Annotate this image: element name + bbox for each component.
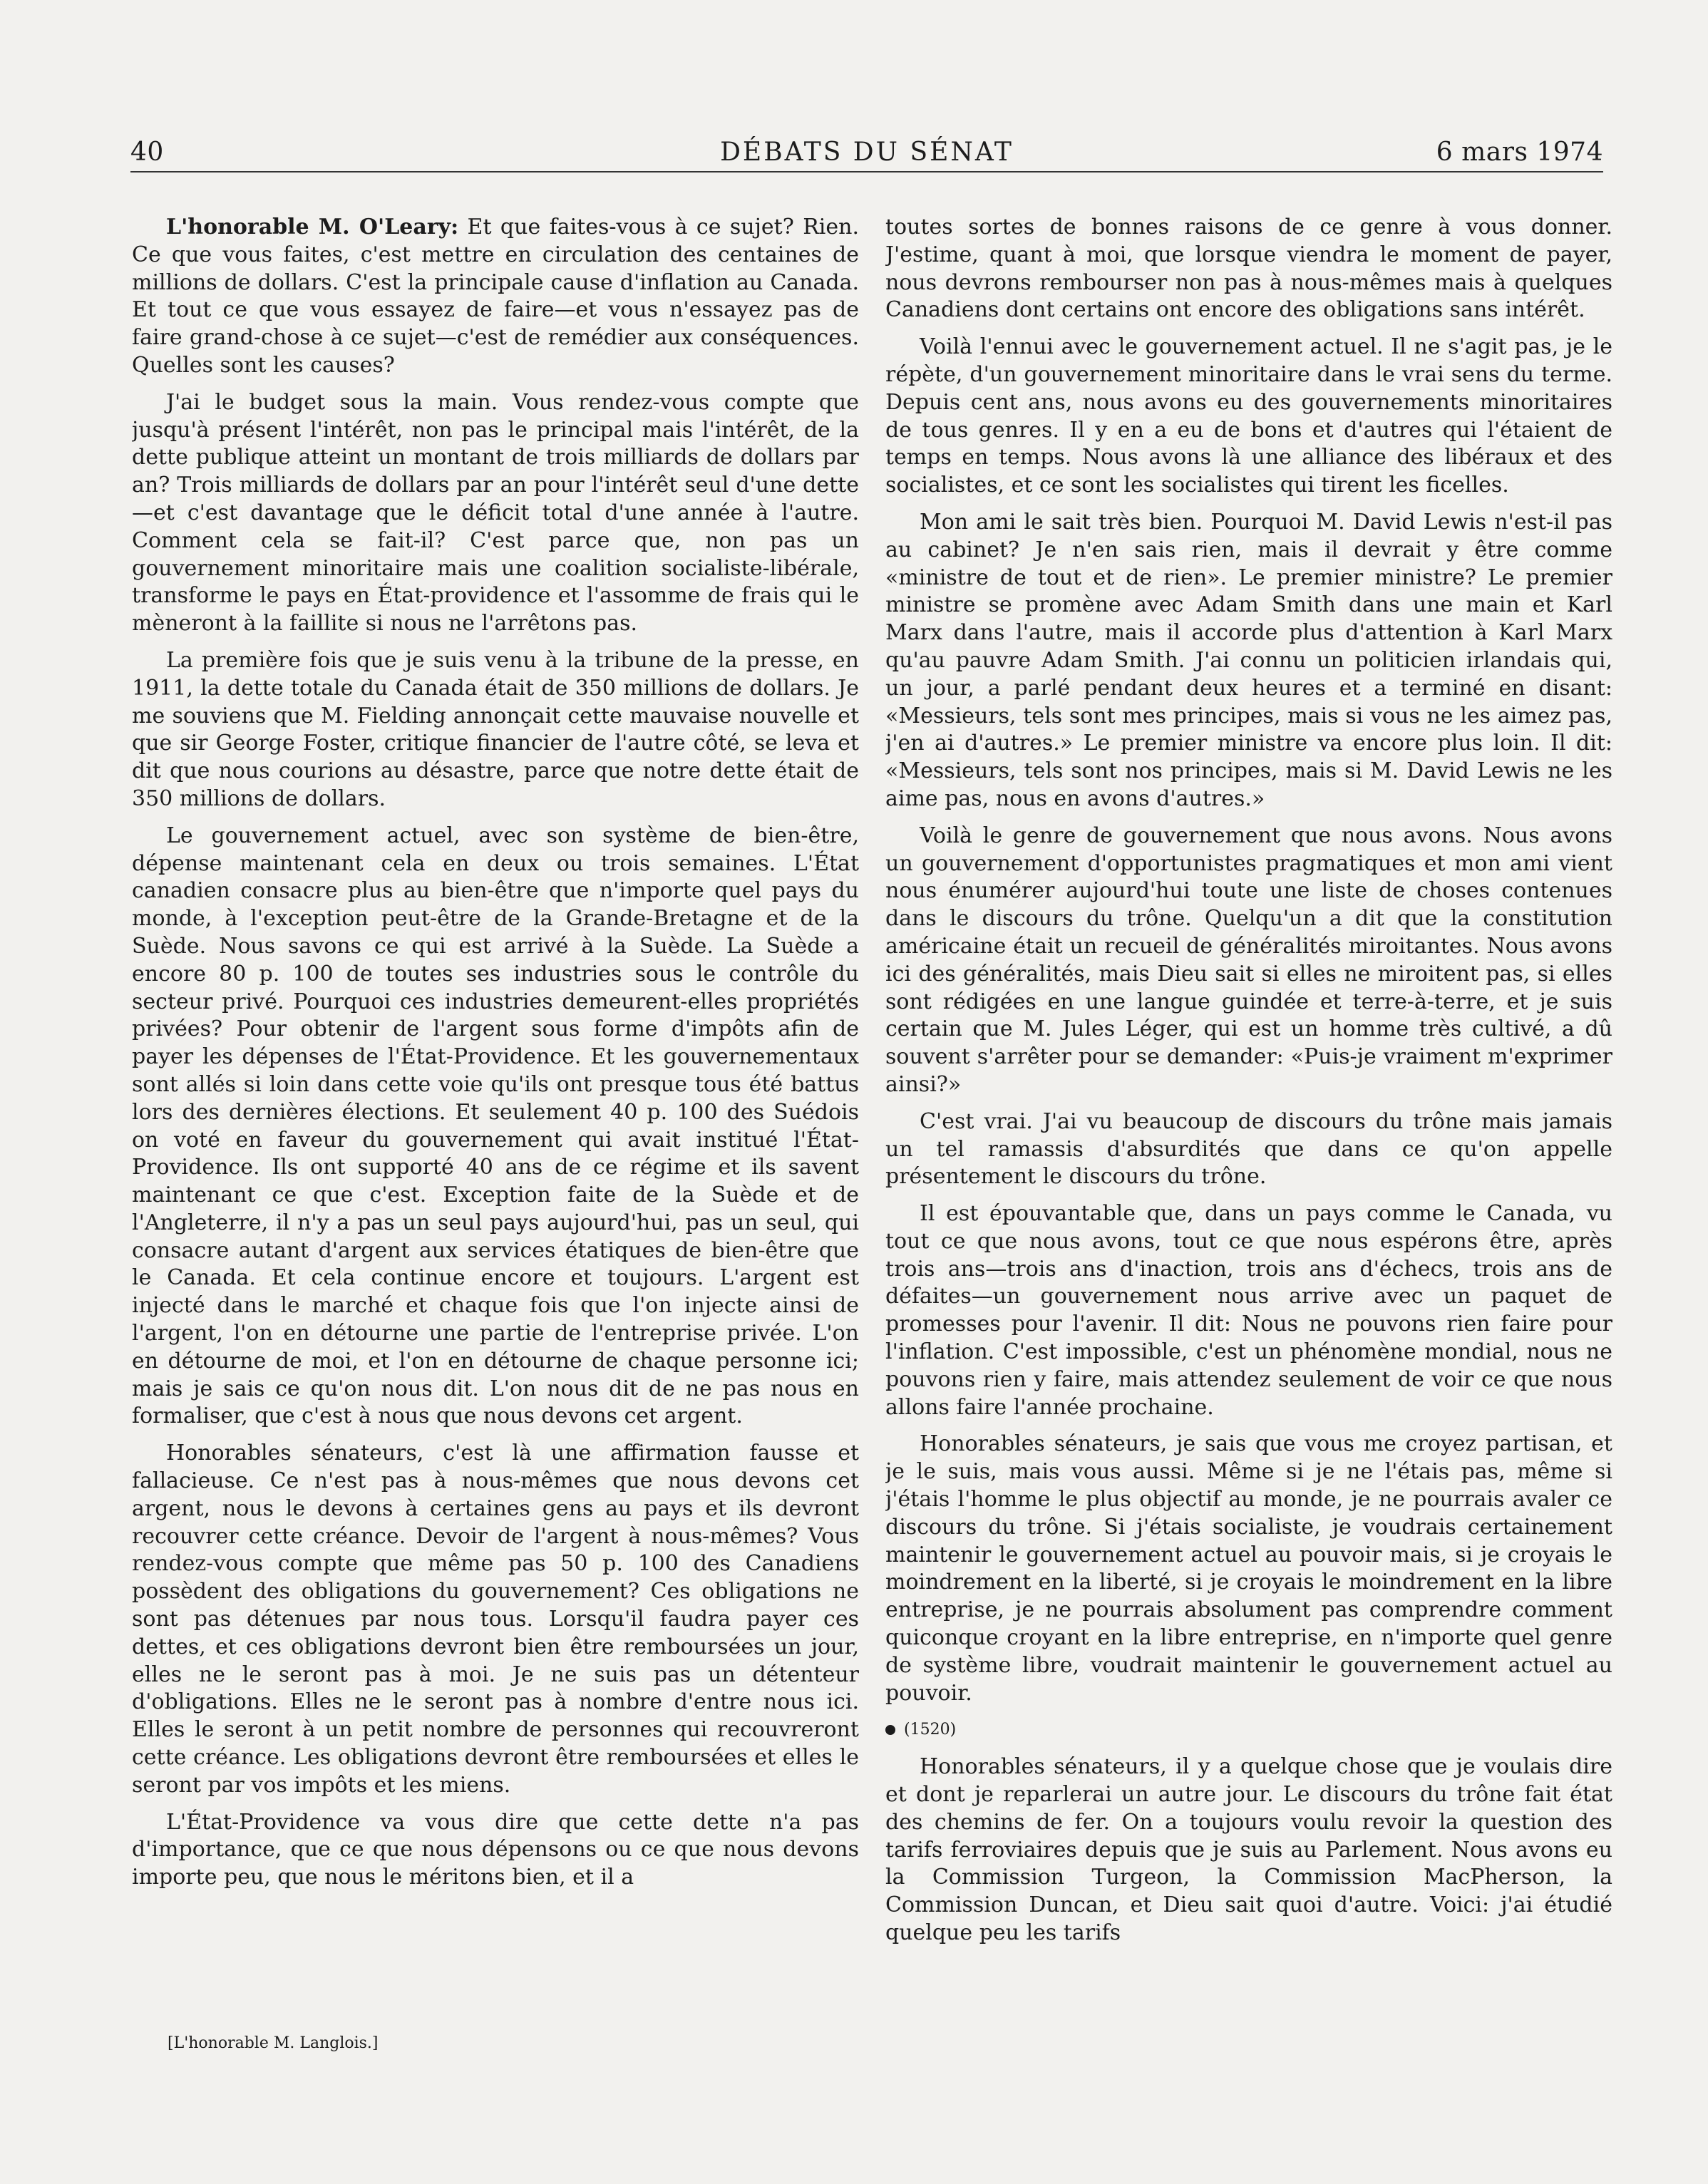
speaker-name: L'honorable M. O'Leary: xyxy=(166,215,459,239)
paragraph: Voilà le genre de gouvernement que nous avons. Nous avons un gouvernement d'opportunistes pragmatiques et mon ami vient nous énumérer aujourd'hui toute une liste de choses contenues dans le discours du trône. Quelqu'un a dit que la constitution américaine était un recueil de généralités miroitantes. Nous avons ici des généralités, mais Dieu sait si elles ne miroitent pas, si elles sont rédigées en une langue guindée et terre-à-terre, et je suis certain que M. Jules Léger, qui est un homme très cultivé, a dû souvent s'arrêter pour se demander: «Puis-je vraiment m'exprimer ainsi?» xyxy=(885,823,1612,1097)
speaker-reference: [L'honorable M. Langlois.] xyxy=(168,2034,379,2052)
paragraph: J'ai le budget sous la main. Vous rendez-vous compte que jusqu'à présent l'intérêt, non pas le principal mais l'intérêt, de la dette publique atteint un montant de trois milliards de dollars par an? Trois milliards de dollars par an pour l'intérêt seul d'une dette—et c'est davantage que le déficit total d'une année à l'autre. Comment cela se fait-il? C'est parce que, non pas un gouvernement minoritaire mais une coalition socialiste-libérale, transforme le pays en État-providence et l'assomme de frais qui le mèneront à la faillite si nous ne l'arrêtons pas. xyxy=(132,389,859,637)
paragraph: Honorables sénateurs, c'est là une affirmation fausse et fallacieuse. Ce n'est pas à nous-mêmes que nous devons cet argent, nous le devons à certaines gens au pays et ils devront recouvrer cette créance. Devoir de l'argent à nous-mêmes? Vous rendez-vous compte que même pas 50 p. 100 des Canadiens possèdent des obligations du gouvernement? Ces obligations ne sont pas détenues par nous tous. Lorsqu'il faudra payer ces dettes, et ces obligations devront bien être remboursées un jour, elles ne le seront pas à moi. Je ne suis pas un détenteur d'obligations. Elles ne le seront pas à nombre d'entre nous ici. Elles le seront à un petit nombre de personnes qui recouvreront cette créance. Les obligations devront être remboursées et elles le seront par vos impôts et les miens. xyxy=(132,1441,859,1798)
paragraph: Voilà l'ennui avec le gouvernement actuel. Il ne s'agit pas, je le répète, d'un gouvernement minoritaire dans le vrai sens du terme. Depuis cent ans, nous avons eu des gouvernements minoritaires de tous genres. Il y en a eu de bons et d'autres qui l'étaient de temps en temps. Nous avons là une alliance des libéraux et des socialistes, et ce sont les socialistes qui tirent les ficelles. xyxy=(885,334,1612,498)
paragraph: Honorables sénateurs, il y a quelque chose que je voulais dire et dont je reparlerai un autre jour. Le discours du trône fait état des chemins de fer. On a toujours voulu revoir la question des tarifs ferroviaires depuis que je suis au Parlement. Nous avons eu la Commission Turgeon, la Commission MacPherson, la Commission Duncan, et Dieu sait quoi d'autre. Voici: j'ai étudié quelque peu les tarifs xyxy=(885,1754,1612,1946)
left-column xyxy=(132,214,859,2081)
time-marker xyxy=(885,1716,1612,1744)
page-number: 40 xyxy=(130,138,164,167)
paragraph: C'est vrai. J'ai vu beaucoup de discours du trône mais jamais un tel ramassis d'absurdités que dans ce qu'on appelle présentement le discours du trône. xyxy=(885,1108,1612,1190)
paragraph: Mon ami le sait très bien. Pourquoi M. David Lewis n'est-il pas au cabinet? Je n'en sais rien, mais il devrait y être comme «ministre de tout et de rien». Le premier ministre? Le premier ministre se promène avec Adam Smith dans une main et Karl Marx dans l'autre, mais il accorde plus d'attention à Karl Marx qu'au pauvre Adam Smith. J'ai connu un politicien irlandais qui, un jour, a parlé pendant deux heures et a terminé en disant: «Messieurs, tels sont mes principes, mais si vous ne les aimez pas, j'en ai d'autres.» Le premier ministre va encore plus loin. Il dit: «Messieurs, tels sont nos principes, mais si M. David Lewis ne les aime pas, nous en avons d'autres.» xyxy=(885,509,1612,811)
paragraph: L'État-Providence va vous dire que cette dette n'a pas d'importance, que ce que nous dépensons ou ce que nous devons importe peu, que nous le méritons bien, et il a xyxy=(132,1809,859,1890)
paragraph: Honorables sénateurs, je sais que vous me croyez partisan, et je le suis, mais vous aussi. Même si je ne l'étais pas, même si j'étais l'homme le plus objectif au monde, je ne pourrais avaler ce discours du trône. Si j'étais socialiste, je voudrais certainement maintenir le gouvernement actuel au pouvoir mais, si je croyais le moindrement en la liberté, si je croyais le moindrement en la libre entreprise, je ne pourrais absolument pas comprendre comment quiconque croyant en la libre entreprise, en n'importe quel genre de système libre, voudrait maintenir le gouvernement actuel au pouvoir. xyxy=(885,1431,1612,1706)
bullet-icon xyxy=(885,1725,895,1735)
paragraph: Le gouvernement actuel, avec son système de bien-être, dépense maintenant cela en deux ou trois semaines. L'État canadien consacre plus au bien-être que n'importe quel pays du monde, à l'exception peut-être de la Grande-Bretagne et de la Suède. Nous savons ce qui est arrivé à la Suède. La Suède a encore 80 p. 100 de toutes ses industries sous le contrôle du secteur privé. Pourquoi ces industries demeurent-elles propriétés privées? Pour obtenir de l'argent sous forme d'impôts afin de payer les dépenses de l'État-Providence. Et les gouvernementaux sont allés si loin dans cette voie qu'ils ont presque tous été battus lors des dernières élections. Et seulement 40 p. 100 des Suédois on voté en faveur du gouvernement qui avait institué l'État-Providence. Ils ont supporté 40 ans de ce régime et ils savent maintenant ce que c'est. Exception faite de la Suède et de l'Angleterre, il n'y a pas un seul pays aujourd'hui, pas un seul, qui consacre autant d'argent aux services étatiques de bien-être que le Canada. Et cela continue encore et toujours. L'argent est injecté dans le marché et chaque fois que l'on injecte ainsi de l'argent, l'on en détourne une partie de l'entreprise privée. L'on en détourne de moi, et l'on en détourne de chaque personne ici; mais je sais ce qu'on nous dit. L'on nous dit de ne pas nous en formaliser, que c'est à nous que nous devons cet argent. xyxy=(132,823,859,1429)
right-column xyxy=(885,214,1612,2081)
paragraph: La première fois que je suis venu à la tribune de la presse, en 1911, la dette totale du Canada était de 350 millions de dollars. Je me souviens que M. Fielding annonçait cette mauvaise nouvelle et que sir George Foster, critique financier de l'autre côté, se leva et dit que nous courions au désastre, parce que notre dette était de 350 millions de dollars. xyxy=(132,647,859,811)
paragraph: toutes sortes de bonnes raisons de ce genre à vous donner. J'estime, quant à moi, que lorsque viendra le moment de payer, nous devrons rembourser non pas à nous-mêmes mais à quelques Canadiens dont certains ont encore des obligations sans intérêt. xyxy=(885,215,1612,323)
publication-date: 6 mars 1974 xyxy=(1436,138,1603,167)
paragraph xyxy=(132,214,859,380)
paragraph: Il est épouvantable que, dans un pays comme le Canada, vu tout ce que nous avons, tout ce que nous espérons être, après trois ans—trois ans d'inaction, trois ans d'échecs, trois ans de défaites—un gouvernement nous arrive avec un paquet de promesses pour l'avenir. Il dit: Nous ne pouvons rien faire pour l'inflation. C'est impossible, c'est un phénomène mondial, nous ne pouvons rien y faire, mais attendez seulement de voir ce que nous allons faire l'année prochaine. xyxy=(885,1201,1612,1420)
paragraph-text: Et que faites-vous à ce sujet? Rien. Ce que vous faites, c'est mettre en circulation des centaines de millions de dollars. C'est la principale cause d'inflation au Canada. Et tout ce que vous essayez de faire—et vous n'essayez pas de faire grand-chose à ce sujet—c'est de remédier aux conséquences. Quelles sont les causes? xyxy=(132,215,859,378)
time-marker-text: (1520) xyxy=(904,1721,957,1739)
page-header xyxy=(130,130,1603,172)
publication-title: DÉBATS DU SÉNAT xyxy=(720,138,1014,167)
